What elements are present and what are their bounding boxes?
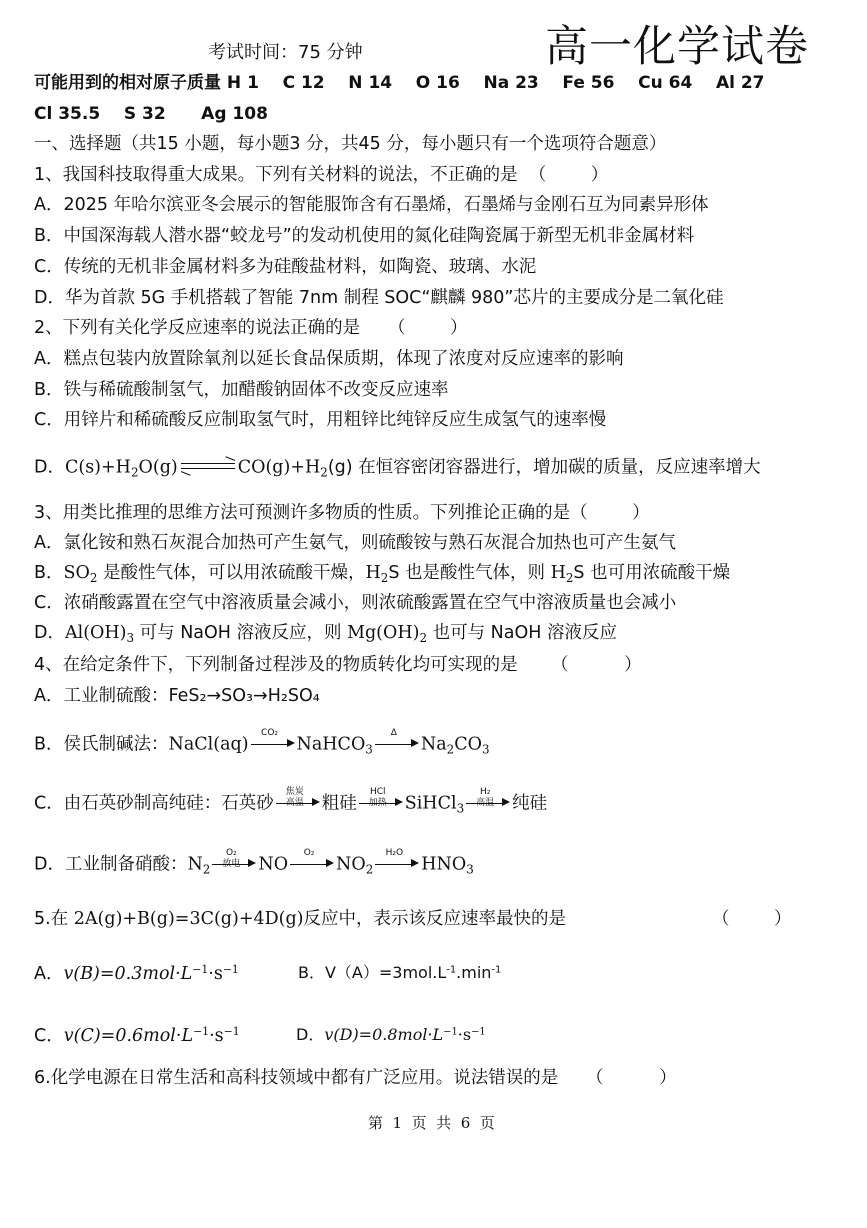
- reaction-arrow-icon: [212, 847, 256, 871]
- reaction-arrow-icon: [276, 786, 320, 810]
- q3-b-text2: S 也是酸性气体，则: [388, 563, 551, 583]
- q4-b-s1: NaCl(aq): [168, 734, 249, 755]
- q4-d-s1: N: [187, 854, 203, 875]
- q4-b-sub-3: 3: [481, 742, 490, 757]
- reaction-arrow-icon: [375, 847, 419, 871]
- q4-c-cond3: H₂: [479, 786, 491, 797]
- q3-b-sub-2: 2: [380, 570, 389, 585]
- q4-c-cond1b: 高温: [285, 798, 304, 809]
- q3-option-b[interactable]: [34, 563, 730, 585]
- q4-d-sub: 2: [202, 862, 211, 877]
- q2-option-b[interactable]: B．铁与稀硫酸制氢气，加醋酸钠固体不改变反应速率: [34, 380, 449, 400]
- q4-option-a[interactable]: A．工业制硫酸：FeS₂→SO₃→H₂SO₄: [34, 686, 320, 706]
- q2-d-mid: O(g): [138, 457, 178, 478]
- q4-d-cond1: O₂: [226, 847, 237, 858]
- q4-d-cond3: H₂O: [385, 847, 404, 858]
- q5-stem-paren: （ ）: [712, 909, 792, 929]
- q3-b-sub: 2: [89, 570, 98, 585]
- q4-b-s2: NaHCO: [296, 734, 366, 755]
- q5-a-expr: v(B)=0.3mol·L: [63, 963, 193, 984]
- q4-b-sub-2: 2: [446, 742, 455, 757]
- q4-b-sub: 3: [365, 742, 373, 757]
- q5-option-c[interactable]: [34, 1025, 240, 1047]
- q4-c-cond2b: 加热: [368, 798, 387, 809]
- q4-b-s3: Na: [420, 734, 447, 755]
- q2-d-label: D．: [34, 457, 65, 478]
- q2-option-c[interactable]: C．用锌片和稀硫酸反应制取氢气时，用粗锌比纯锌反应生成氢气的速率慢: [34, 410, 607, 430]
- page-number: 第 1 页 共 6 页: [368, 1114, 495, 1132]
- q3-d-aloh: Al(OH): [64, 623, 127, 643]
- q4-b-label: B．侯氏制碱法：: [34, 734, 169, 755]
- q1-option-a[interactable]: A．2025 年哈尔滨亚冬会展示的智能服饰含有石墨烯，石墨烯与金刚石互为同素异形体: [34, 195, 709, 215]
- q3-d-text1: 可与 NaOH 溶液反应，则: [134, 623, 348, 643]
- q5-b-text: B．V（A）=3mol.L: [298, 963, 447, 982]
- q1-option-b[interactable]: B．中国深海载人潜水器“蛟龙号”的发动机使用的氮化硅陶瓷属于新型无机非金属材料: [34, 226, 695, 246]
- reaction-arrow-icon: [466, 786, 510, 810]
- q3-b-so: SO: [63, 563, 90, 583]
- reaction-arrow-icon: [375, 727, 419, 751]
- page-title: 高一化学试卷: [545, 22, 809, 72]
- q3-option-c[interactable]: C．浓硝酸露置在空气中溶液质量会减小，则浓硫酸露置在空气中溶液质量也会减小: [34, 593, 677, 613]
- q3-d-mgoh: Mg(OH): [347, 623, 420, 643]
- q4-option-b[interactable]: [34, 727, 490, 757]
- q5-d-label: D．: [296, 1025, 325, 1044]
- q5-a-tail: ·s: [208, 963, 223, 984]
- exam-time: 考试时间：75 分钟: [208, 42, 363, 63]
- q4-option-c[interactable]: [34, 786, 548, 816]
- q1-option-d[interactable]: D．华为首款 5G 手机搭载了智能 7nm 制程 SOC“麒麟 980”芯片的主要成分是二氧化硅: [34, 288, 724, 308]
- q4-d-sub-2: 2: [365, 862, 374, 877]
- q4-c-cond1: 焦炭: [285, 786, 304, 797]
- q5-d-expr: v(D)=0.8mol·L: [324, 1025, 444, 1044]
- q5-b-tail: .min: [456, 963, 492, 982]
- q5-stem-p1: 5.在: [34, 909, 74, 929]
- q4-d-cond1b: 放电: [222, 859, 241, 870]
- q4-d-sub-3: 3: [466, 862, 474, 877]
- q4-d-s3: NO: [336, 854, 366, 875]
- q3-b-text3: S 也可用浓硫酸干燥: [573, 563, 731, 583]
- q5-c-tail: ·s: [209, 1025, 224, 1046]
- q5-a-sup: −1: [192, 963, 209, 976]
- q4-stem: 4、在给定条件下，下列制备过程涉及的物质转化均可实现的是 （ ）: [34, 655, 642, 675]
- section-heading: 一、选择题（共15 小题，每小题3 分，共45 分，每小题只有一个选项符合题意）: [34, 134, 667, 154]
- q4-b-s3b: CO: [454, 734, 482, 755]
- q2-d-sub-2: 2: [320, 465, 328, 480]
- q4-b-cond2: Δ: [390, 727, 397, 738]
- q4-c-cond3b: 高温: [476, 798, 495, 809]
- q2-d-sub: 2: [130, 465, 139, 480]
- q5-stem-p2: 反应中，表示该反应速率最快的是: [303, 909, 567, 929]
- q5-b-sup-2: -1: [491, 964, 502, 976]
- q5-b-sup: -1: [446, 964, 457, 976]
- q5-option-a[interactable]: [34, 963, 239, 985]
- q2-d-left: C(s)+H: [64, 457, 131, 478]
- q4-c-s3: SiHCl: [404, 793, 457, 814]
- q2-d-tail: (g) 在恒容密闭容器进行，增加碳的质量，反应速率增大: [327, 457, 761, 478]
- q2-option-a[interactable]: A．糕点包装内放置除氧剂以延长食品保质期，体现了浓度对反应速率的影响: [34, 349, 624, 369]
- q5-c-label: C．: [34, 1025, 64, 1046]
- q4-d-s2: NO: [258, 854, 289, 875]
- q4-d-cond2: O₂: [303, 847, 315, 858]
- q3-stem: 3、用类比推理的思维方法可预测许多物质的性质。下列推论正确的是（ ）: [34, 503, 650, 523]
- atomic-mass-line-1: 可能用到的相对原子质量 H 1 C 12 N 14 O 16 Na 23 Fe 56 Cu 64 Al 27: [34, 73, 765, 93]
- q5-c-sup: −1: [193, 1025, 210, 1038]
- q3-b-label: B．: [34, 563, 64, 583]
- q5-stem: [34, 909, 566, 930]
- q2-d-right: CO(g)+H: [237, 457, 321, 478]
- q3-b-h: H: [365, 563, 381, 583]
- q6-stem: 6.化学电源在日常生活和高科技领域中都有广泛应用。说法错误的是 （ ）: [34, 1068, 677, 1088]
- q3-b-sub-3: 2: [565, 570, 574, 585]
- q4-c-sub: 3: [456, 801, 465, 816]
- q5-c-expr: v(C)=0.6mol·L: [63, 1025, 194, 1046]
- q2-stem: 2、下列有关化学反应速率的说法正确的是 （ ）: [34, 318, 468, 338]
- q3-d-sub: 3: [126, 630, 135, 645]
- atomic-mass-line-2: Cl 35.5 S 32 Ag 108: [34, 104, 268, 124]
- q1-option-c[interactable]: C．传统的无机非金属材料多为硅酸盐材料，如陶瓷、玻璃、水泥: [34, 257, 537, 277]
- q4-c-s1: 石英砂: [221, 793, 274, 814]
- q5-option-d[interactable]: [296, 1025, 486, 1044]
- q3-d-label: D．: [34, 623, 65, 643]
- q2-option-d[interactable]: [34, 456, 761, 480]
- q5-c-sup-2: −1: [223, 1025, 240, 1038]
- q5-a-label: A．: [34, 963, 64, 984]
- q4-c-cond2: HCl: [369, 786, 386, 797]
- q1-stem: 1、我国科技取得重大成果。下列有关材料的说法，不正确的是 （ ）: [34, 165, 609, 185]
- q5-equation: 2A(g)+B(g)=3C(g)+4D(g): [73, 909, 304, 929]
- q4-c-label: C．由石英砂制高纯硅：: [34, 793, 222, 814]
- q4-b-cond1: CO₂: [261, 727, 279, 738]
- q4-c-s2: 粗硅: [321, 793, 357, 814]
- reaction-arrow-icon: [290, 847, 334, 871]
- q4-d-s4: HNO: [421, 854, 467, 875]
- q4-option-d[interactable]: [34, 847, 474, 877]
- q3-b-h-2: H: [550, 563, 566, 583]
- q3-b-text1: 是酸性气体，可以用浓硫酸干燥，: [97, 563, 366, 583]
- equilibrium-arrow-icon: [179, 456, 237, 474]
- q5-d-sup: −1: [443, 1026, 458, 1038]
- q5-a-sup-2: −1: [222, 963, 239, 976]
- q3-d-sub-2: 2: [419, 630, 428, 645]
- q5-d-tail: ·s: [457, 1025, 472, 1044]
- reaction-arrow-icon: [359, 786, 403, 810]
- reaction-arrow-icon: [251, 727, 295, 751]
- q5-d-sup-2: −1: [471, 1026, 486, 1038]
- q5-option-b[interactable]: [298, 963, 501, 982]
- q3-option-a[interactable]: A．氯化铵和熟石灰混合加热可产生氨气，则硫酸铵与熟石灰混合加热也可产生氨气: [34, 533, 676, 553]
- q4-c-s4: 纯硅: [512, 793, 548, 814]
- q4-d-label: D．工业制备硝酸：: [34, 854, 188, 875]
- q3-d-text2: 也可与 NaOH 溶液反应: [427, 623, 617, 643]
- q3-option-d[interactable]: [34, 623, 617, 645]
